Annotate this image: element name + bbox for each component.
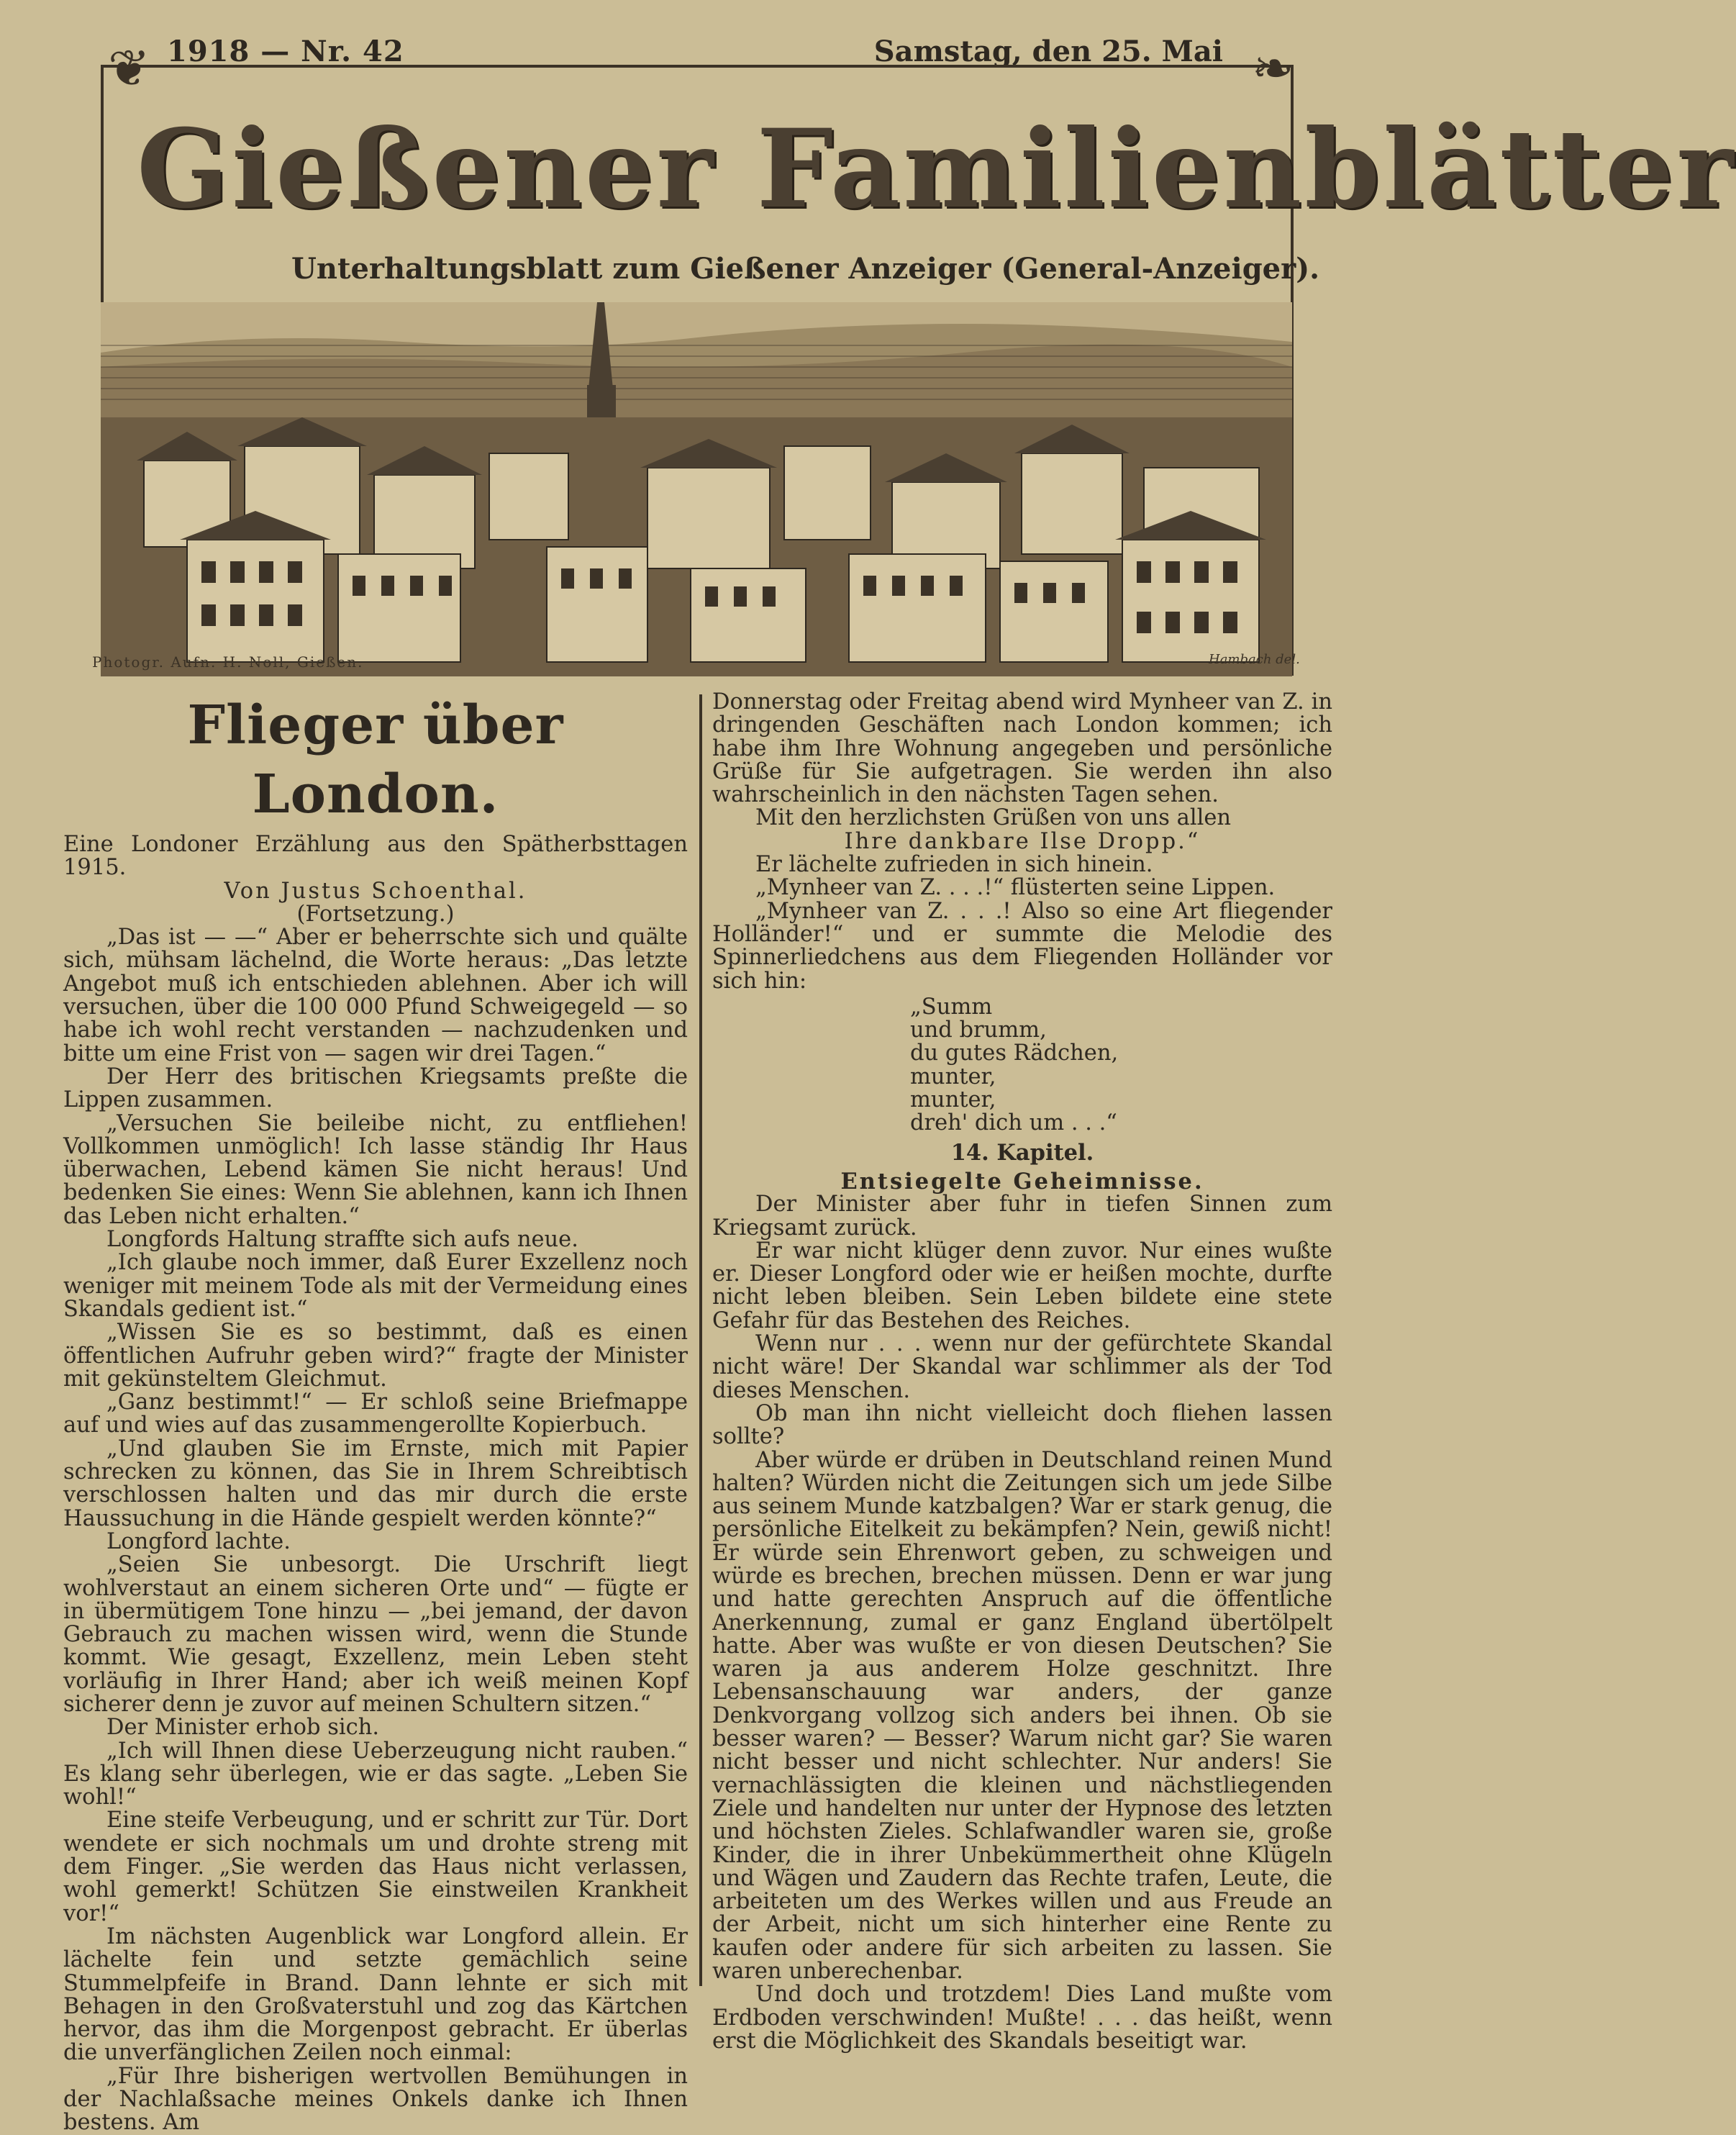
paragraph: Donnerstag oder Freitag abend wird Mynheer van Z. in dringenden Geschäften nach London kommen; ich habe ihm Ihre Wohnung angegeben und persönliche Grüße für Sie aufgetragen. Sie werden ihn also wahrscheinlich in den nächsten Tagen sehen. xyxy=(712,689,1332,808)
paragraph: „Wissen Sie es so bestimmt, daß es einen öffentlichen Aufruhr geben wird?“ fragte der Minister mit gekünsteltem Gleichmut. xyxy=(63,1320,688,1392)
paragraph: Aber würde er drüben in Deutschland reinen Mund halten? Würden nicht die Zeitungen sich um jede Silbe aus seinem Munde katzbalgen? War er stark genug, die persönliche Eitelkeit zu bekämpfen? Nein, gewiß nicht! Er würde sein Ehrenwort geben, zu schweigen und würde es brechen, brechen müssen. Denn er war jung und hatte gerechten Anspruch auf die öffentliche Anerkennung, zumal er ganz England übertölpelt hatte. Aber was wußte er von diesen Deutschen? Sie waren ja aus anderem Holze geschnitzt. Ihre Lebensanschauung war anders, der ganze Denkvorgang vollzog sich anders bei ihnen. Ob sie besser waren? — Besser? Warum nicht gar? Sie waren nicht besser und nicht schlechter. Nur anders! Sie vernachlässigten die kleinen und nächstliegenden Ziele und handelten nur unter der Hypnose des letzten und höchsten Zieles. Schlafwandler waren sie, große Kinder, die in ihrer Unbekümmertheit ohne Klügeln und Wägen und Zaudern das Rechte trafen, Leute, die arbeiteten um des Werkes willen und aus Freude an der Arbeit, nicht um sich hinterher eine Rente zu kaufen oder andere für sich arbeiten zu lassen. Sie waren unberechenbar. xyxy=(712,1447,1332,1985)
article-author: Von Justus Schoenthal. xyxy=(224,878,527,904)
article-continuation: (Fortsetzung.) xyxy=(296,901,455,927)
paragraph: Der Minister aber fuhr in tiefen Sinnen zum Kriegsamt zurück. xyxy=(712,1192,1332,1241)
verse-line: du gutes Rädchen, xyxy=(910,1041,1119,1066)
scroll-ornament-icon: ❧ xyxy=(1252,39,1294,98)
paragraph: „Versuchen Sie beileibe nicht, zu entfliehen! Vollkommen unmöglich! Ich lasse ständig Ihr Haus überwachen, Lebend kämen Sie nicht heraus! Und bedenken Sie eines: Wenn Sie ablehnen, kann ich Ihnen das Leben nicht erhalten.“ xyxy=(63,1110,688,1229)
paragraph: Und doch und trotzdem! Dies Land mußte vom Erdboden verschwinden! Mußte! . . . das heißt, wenn erst die Möglichkeit des Skandals beseitigt war. xyxy=(712,1982,1332,2054)
paragraph: Longfords Haltung straffte sich aufs neue. xyxy=(106,1227,578,1253)
column-divider xyxy=(699,694,702,1986)
verse-line: munter, xyxy=(910,1064,996,1089)
city-panorama-illustration xyxy=(101,302,1292,676)
paragraph: „Mynheer van Z. . . .!“ flüsterten seine Lippen. xyxy=(755,875,1276,901)
paragraph: Er war nicht klüger denn zuvor. Nur eines wußte er. Dieser Longford oder wie er heißen mochte, durfte nicht leben bleiben. Sein Leben bildete eine stete Gefahr für das Bestehen des Reiches. xyxy=(712,1238,1332,1333)
masthead-title: Gießener Familienblätter xyxy=(137,106,1736,232)
letter-closing: Mit den herzlichsten Grüßen von uns allen xyxy=(755,805,1232,831)
paragraph: „Seien Sie unbesorgt. Die Urschrift liegt wohlverstaut an einem sicheren Orte und“ — fügte er in übermütigem Tone hinzu — „bei jemand, der davon Gebrauch zu machen wissen wird, wenn die Stunde kommt. Wie gesagt, Exzellenz, mein Leben steht vorläufig in Ihrer Hand; aber ich weiß meinen Kopf sicherer denn je zuvor auf meinen Schultern sitzen.“ xyxy=(63,1552,688,1717)
masthead-subtitle: Unterhaltungsblatt zum Gießener Anzeiger (General-Anzeiger). xyxy=(291,252,1320,286)
paragraph: Wenn nur . . . wenn nur der gefürchtete Skandal nicht wäre! Der Skandal war schlimmer als der Tod dieses Menschen. xyxy=(712,1331,1332,1403)
paragraph: „Das ist — —“ Aber er beherrschte sich und quälte sich, mühsam lächelnd, die Worte heraus: „Das letzte Angebot muß ich entschieden ablehnen. Aber ich will versuchen, über die 100 000 Pfund Schweigegeld — so habe ich wohl recht verstanden — nachzudenken und bitte um eine Frist von — sagen wir drei Tagen.“ xyxy=(63,925,688,1066)
article-subline: Eine Londoner Erzählung aus den Spätherbsttagen 1915. xyxy=(63,832,688,881)
article-column-left xyxy=(63,691,688,2135)
chapter-title: Entsiegelte Geheimnisse. xyxy=(840,1168,1204,1195)
paragraph: Im nächsten Augenblick war Longford allein. Er lächelte fein und setzte gemächlich seine Stummelpfeife in Brand. Dann lehnte er sich mit Behagen in den Großvaterstuhl und zog das Kärtchen hervor, das ihm die Morgenpost gebracht. Er überlas die unverfänglichen Zeilen noch einmal: xyxy=(63,1923,688,2066)
article-headline: Flieger über London. xyxy=(187,694,564,825)
scroll-ornament-icon: ❦ xyxy=(108,39,150,98)
paragraph: Eine steife Verbeugung, und er schritt zur Tür. Dort wendete er sich nochmals um und drohte streng mit dem Finger. „Sie werden das Haus nicht verlassen, wohl gemerkt! Schützen Sie einstweilen Krankheit vor!“ xyxy=(63,1808,688,1926)
paragraph: „Ganz bestimmt!“ — Er schloß seine Briefmappe auf und wies auf das zusammengerollte Kopierbuch. xyxy=(63,1390,688,1438)
paragraph: Ob man ihn nicht vielleicht doch fliehen lassen sollte? xyxy=(712,1400,1332,1450)
verse-line: munter, xyxy=(910,1087,996,1113)
issue-number: 1918 — Nr. 42 xyxy=(167,35,404,68)
issue-date: Samstag, den 25. Mai xyxy=(873,35,1223,68)
paragraph: „Für Ihre bisherigen wertvollen Bemühungen in der Nachlaßsache meines Onkels danke ich Ihnen bestens. Am xyxy=(63,2063,688,2135)
paragraph: „Und glauben Sie im Ernste, mich mit Papier schrecken zu können, das Sie in Ihrem Schreibtisch verschlossen halten und das mir durch die erste Haussuchung in die Hände gespielt werden könnte?“ xyxy=(63,1436,688,1531)
paragraph: Der Herr des britischen Kriegsamts preßte die Lippen zusammen. xyxy=(63,1064,688,1113)
paragraph: Longford lachte. xyxy=(106,1528,291,1554)
artist-credit: Hambach del. xyxy=(1209,652,1300,667)
letter-signature: Ihre dankbare Ilse Dropp.“ xyxy=(844,828,1201,854)
paragraph: „Mynheer van Z. . . .! Also so eine Art fliegender Holländer!“ und er summte die Melodie des Spinnerliedchens aus dem Fliegenden Holländer vor sich hin: xyxy=(712,898,1332,994)
verse-line: und brumm, xyxy=(910,1017,1047,1043)
verse-line: dreh' dich um . . .“ xyxy=(910,1110,1117,1136)
song-verse xyxy=(910,996,1332,1136)
photo-credit: Photogr. Aufn. H. Noll, Gießen. xyxy=(92,653,364,671)
paragraph: „Ich will Ihnen diese Ueberzeugung nicht rauben.“ Es klang sehr überlegen, wie er das sagte. „Leben Sie wohl!“ xyxy=(63,1738,688,1810)
paragraph: „Ich glaube noch immer, daß Eurer Exzellenz noch weniger mit meinem Tode als mit der Vermeidung eines Skandals gedient ist.“ xyxy=(63,1250,688,1322)
paragraph: Der Minister erhob sich. xyxy=(106,1715,380,1741)
paragraph: Er lächelte zufrieden in sich hinein. xyxy=(755,852,1153,878)
chapter-number: 14. Kapitel. xyxy=(950,1139,1094,1166)
verse-line: „Summ xyxy=(910,994,993,1020)
article-column-right xyxy=(712,691,1332,2053)
